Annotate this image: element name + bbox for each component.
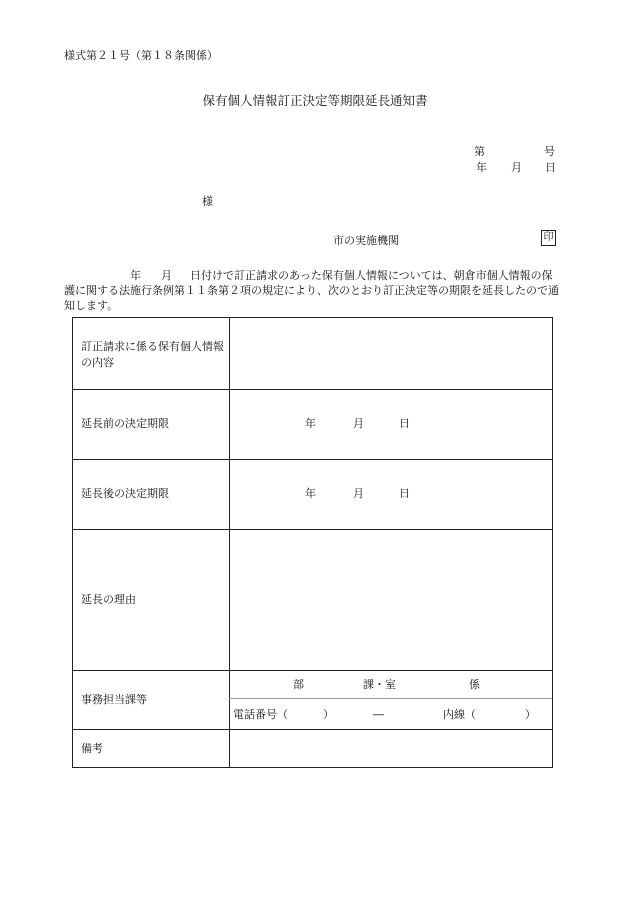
column-divider <box>229 318 230 767</box>
phone-dash: ― <box>373 708 384 721</box>
seal-mark: 印 <box>541 230 556 246</box>
department-ka: 課・室 <box>363 678 396 691</box>
row-label-deadline-after: 延長後の決定期限 <box>81 487 169 500</box>
deadline-after-year: 年 <box>305 487 316 500</box>
row-label-info-content: 訂正請求に係る保有個人情報の内容 <box>81 340 224 369</box>
department-bu: 部 <box>293 678 304 691</box>
form-number-label: 様式第２１号（第１８条関係） <box>64 49 218 62</box>
department-kakari: 係 <box>469 678 480 691</box>
deadline-before-year: 年 <box>305 417 316 430</box>
body-text: 日付けで訂正請求のあった保有個人情報については、朝倉市個人情報の保護に関する法施行条例第１１条第２項の規定により、次のとおり訂正決定等の期限を延長したので通知します。 <box>64 269 559 312</box>
info-content-field[interactable] <box>233 319 551 388</box>
body-year: 年 <box>130 269 141 282</box>
deadline-before-month: 月 <box>353 417 364 430</box>
notice-body <box>64 268 562 313</box>
row-sub-divider <box>229 698 552 699</box>
row-label-department: 事務担当課等 <box>81 693 147 706</box>
deadline-after-day: 日 <box>399 487 410 500</box>
issue-date-month: 月 <box>511 161 522 174</box>
row-label-remarks: 備考 <box>81 742 103 755</box>
row-divider <box>73 529 552 530</box>
issue-date-day: 日 <box>545 161 556 174</box>
sender-name: 市の実施機関 <box>333 234 399 247</box>
document-title: 保有個人情報訂正決定等期限延長通知書 <box>202 93 428 108</box>
extension-form-table <box>72 317 553 768</box>
issue-date-year: 年 <box>476 161 487 174</box>
document-number-prefix: 第 <box>474 145 485 158</box>
phone-label: 電話番号（ <box>233 708 288 721</box>
remarks-field[interactable] <box>233 732 551 767</box>
extension-close: ） <box>525 708 536 721</box>
row-label-deadline-before: 延長前の決定期限 <box>81 417 169 430</box>
phone-close: ） <box>323 708 334 721</box>
row-divider <box>73 459 552 460</box>
extension-label: 内線（ <box>443 708 476 721</box>
reason-field[interactable] <box>233 532 551 668</box>
document-number-suffix: 号 <box>544 145 555 158</box>
addressee-honorific: 様 <box>202 195 213 208</box>
row-divider <box>73 389 552 390</box>
deadline-before-day: 日 <box>399 417 410 430</box>
deadline-after-month: 月 <box>353 487 364 500</box>
row-divider <box>73 729 552 730</box>
body-month: 月 <box>161 269 172 282</box>
row-label-reason: 延長の理由 <box>81 593 136 606</box>
row-divider <box>73 670 552 671</box>
